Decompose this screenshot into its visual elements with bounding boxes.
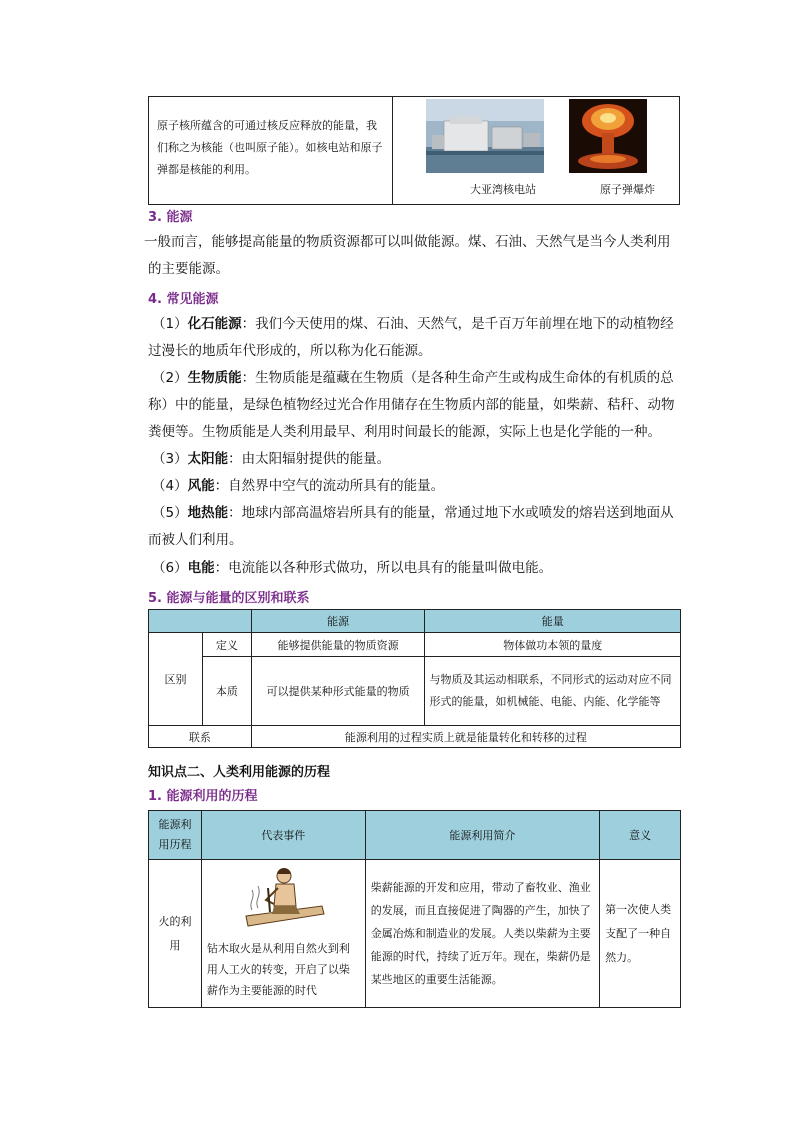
item-term: 太阳能: [187, 451, 229, 467]
history-heading: 1. 能源利用的历程: [148, 789, 258, 804]
item-text: ：由太阳辐射提供的能量。: [228, 451, 391, 467]
table-row: [149, 633, 681, 657]
nuclear-energy-box: [148, 96, 680, 205]
link-label: 联系: [149, 726, 252, 748]
table-row: [149, 657, 681, 726]
item-number: （2）: [152, 370, 188, 386]
item-term: 地热能: [187, 505, 229, 521]
nature-energy: 与物质及其运动相联系，不同形式的运动对应不同形式的能量，如机械能、电能、内能、化学能等: [425, 657, 681, 726]
nuclear-plant-caption: 大亚湾核电站: [470, 183, 536, 196]
item-text: ：自然界中空气的流动所具有的能量。: [214, 478, 445, 494]
link-text: 能源利用的过程实质上就是能量转化和转移的过程: [251, 726, 680, 748]
meaning-text: 第一次使人类支配了一种自然力。: [600, 860, 681, 1008]
diff-label: 区别: [149, 633, 203, 726]
box-divider: [392, 97, 393, 204]
def-source: 能够提供能量的物质资源: [251, 633, 425, 657]
drill-fire-illustration: [238, 864, 328, 932]
section-5-heading: 5. 能源与能量的区别和联系: [148, 591, 310, 606]
item-text: ：我们今天使用的煤、石油、天然气，是千百万年前埋在地下的动植物经过漫长的地质年代形成的，所以称为化石能源。: [148, 316, 674, 359]
item-text: ：电流能以各种形式做功，所以电具有的能量叫做电能。: [214, 560, 553, 576]
table-header-row: [149, 811, 681, 860]
section-3-heading: 3. 能源: [148, 210, 193, 225]
col-energy-source: 能源: [251, 610, 425, 633]
table-row: [149, 726, 681, 748]
atomic-bomb-photo: [569, 99, 647, 173]
event-text: 钻木取火是从利用自然火到利用人工火的转变，开启了以柴薪作为主要能源的时代: [206, 942, 350, 997]
energy-item-geothermal: [148, 500, 680, 554]
item-text: ：地球内部高温熔岩所具有的能量，常通过地下水或喷发的熔岩送到地面从而被人们利用。: [148, 505, 674, 548]
item-term: 生物质能: [187, 370, 242, 386]
col-meaning: 意义: [600, 811, 681, 860]
item-number: （4）: [152, 478, 188, 494]
energy-history-table: [148, 810, 681, 1008]
energy-item-electric: [148, 555, 680, 582]
nature-label: 本质: [202, 657, 251, 726]
item-term: 化石能源: [187, 316, 242, 332]
nature-source: 可以提供某种形式能量的物质: [251, 657, 425, 726]
atomic-bomb-caption: 原子弹爆炸: [600, 183, 655, 196]
item-number: （3）: [152, 451, 188, 467]
section-4-heading: 4. 常见能源: [148, 292, 219, 307]
nuclear-description: 原子核所蕴含的可通过核反应释放的能量，我们称之为核能（也叫原子能）。如核电站和原子弹都是核能的利用。: [157, 119, 383, 176]
intro-text: 柴薪能源的开发和应用，带动了畜牧业、渔业的发展，而且直接促进了陶器的产生，加快了金属冶炼和制造业的发展。人类以柴薪为主要能源的时代，持续了近万年。现在，柴薪仍是某些地区的重要生活能源。: [365, 860, 599, 1008]
item-term: 电能: [187, 560, 215, 576]
def-energy: 物体做功本领的量度: [425, 633, 681, 657]
energy-item-biomass: [148, 365, 680, 446]
def-label: 定义: [202, 633, 251, 657]
nuclear-plant-photo: [426, 99, 544, 173]
event-cell: [201, 860, 365, 1008]
col-intro: 能源利用简介: [365, 811, 599, 860]
item-number: （5）: [152, 505, 188, 521]
item-number: （1）: [152, 316, 188, 332]
col-event: 代表事件: [201, 811, 365, 860]
source-vs-energy-table: [148, 609, 681, 748]
item-number: （6）: [152, 560, 188, 576]
knowledge-point-2-heading: 知识点二、人类利用能源的历程: [148, 765, 331, 780]
energy-item-fossil: [148, 311, 680, 365]
table-row: [149, 860, 681, 1008]
item-text: ：生物质能是蕴藏在生物质（是各种生命产生或构成生命体的有机质的总称）中的能量，是绿色植物经过光合作用储存在生物质内部的能量，如柴薪、秸秆、动物粪便等。生物质能是人类利用最早、利用时间最长的能源，实际上也是化学能的一种。: [148, 370, 675, 440]
energy-item-solar: [148, 446, 680, 473]
col-history: 能源利用历程: [149, 811, 202, 860]
item-term: 风能: [187, 478, 215, 494]
energy-item-wind: [148, 473, 680, 500]
row-fire-label: 火的利用: [149, 860, 202, 1008]
col-energy: 能量: [425, 610, 681, 633]
table-header-row: [149, 610, 681, 633]
section-3-body: 一般而言，能够提高能量的物质资源都可以叫做能源。煤、石油、天然气是当今人类利用的主要能源。: [144, 234, 671, 277]
